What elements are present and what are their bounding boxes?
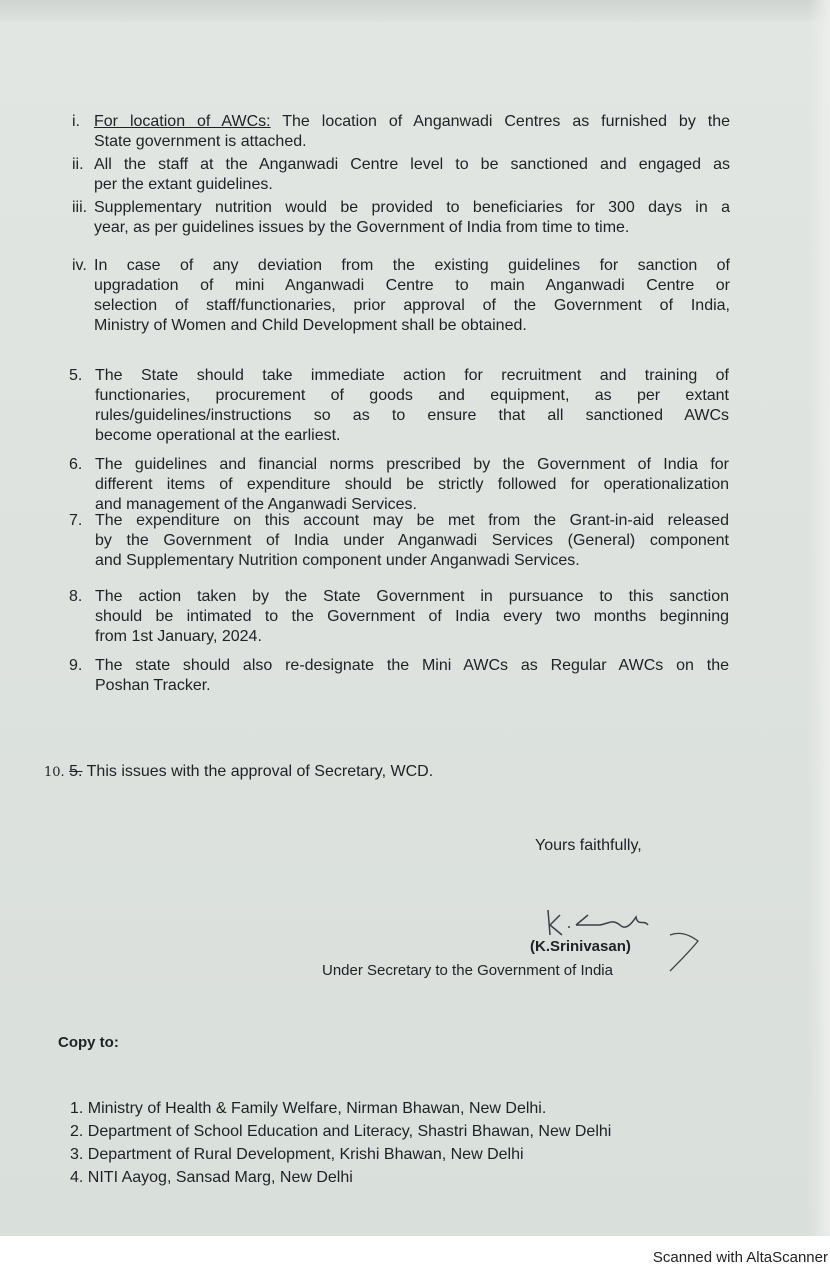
signatory-name: (K.Srinivasan)	[530, 938, 631, 955]
item-line: and Supplementary Nutrition component under Anganwadi Services.	[95, 552, 580, 569]
list-item	[72, 112, 731, 152]
copy-to-item: 1. Ministry of Health & Family Welfare, Nirman Bhawan, New Delhi.	[70, 1100, 547, 1117]
item-line: from 1st January, 2024.	[95, 628, 262, 645]
item-line: All the staff at the Anganwadi Centre level to be sanctioned and engaged as	[94, 156, 730, 173]
item-number: 7.	[69, 512, 83, 529]
list-item	[69, 511, 729, 571]
list-item	[69, 366, 729, 446]
item-line: Ministry of Women and Child Development shall be obtained.	[94, 317, 527, 334]
list-item	[69, 587, 729, 647]
struck-number: 5.	[69, 763, 83, 780]
item-line: The state should also re-designate the Mini AWCs as Regular AWCs on the	[95, 657, 729, 674]
list-item	[72, 155, 730, 195]
handwritten-number: 10.	[44, 765, 65, 780]
scanner-footer	[0, 1236, 830, 1280]
signatory-designation: Under Secretary to the Government of India	[322, 962, 613, 979]
item-line: The action taken by the State Government in pursuance to this sanction	[95, 588, 729, 605]
item-number: i.	[72, 113, 80, 130]
item-line: For location of AWCs: The location of Anganwadi Centres as furnished by the	[94, 113, 731, 130]
item-line: Poshan Tracker.	[95, 677, 211, 694]
item-number: 9.	[69, 657, 83, 674]
item-line: The expenditure on this account may be met from the Grant-in-aid released	[95, 512, 729, 529]
item-line: per the extant guidelines.	[94, 176, 273, 193]
item-number: 8.	[69, 588, 83, 605]
page-top-edge	[0, 0, 830, 22]
list-item	[72, 198, 730, 238]
item-line: by the Government of India under Anganwadi Services (General) component	[95, 532, 729, 549]
item-number: iv.	[72, 257, 87, 274]
item-number: 5.	[69, 367, 83, 384]
item-line: different items of expenditure should be strictly followed for operationalization	[95, 476, 729, 493]
copy-to-item: 4. NITI Aayog, Sansad Marg, New Delhi	[70, 1169, 353, 1186]
item-10	[44, 763, 433, 781]
list-item	[69, 656, 729, 696]
item-line: The State should take immediate action for recruitment and training of	[95, 367, 729, 384]
item-number: 6.	[69, 456, 83, 473]
item-line: The guidelines and financial norms prescribed by the Government of India for	[95, 456, 729, 473]
item-line: rules/guidelines/instructions so as to ensure that all sanctioned AWCs	[95, 407, 729, 424]
copy-to-item: 3. Department of Rural Development, Krishi Bhawan, New Delhi	[70, 1146, 524, 1163]
item-line: should be intimated to the Government of India every two months beginning	[95, 608, 729, 625]
copy-to-heading: Copy to:	[58, 1034, 119, 1051]
item-line: Supplementary nutrition would be provided to beneficiaries for 300 days in a	[94, 199, 730, 216]
list-item	[72, 256, 730, 336]
item-line: upgradation of mini Anganwadi Centre to main Anganwadi Centre or	[94, 277, 730, 294]
item-line: and management of the Anganwadi Services.	[95, 496, 417, 513]
scanner-watermark: Scanned with AltaScanner	[652, 1249, 828, 1266]
item-line: In case of any deviation from the existing guidelines for sanction of	[94, 257, 730, 274]
item-line: year, as per guidelines issues by the Government of India from time to time.	[94, 219, 630, 236]
underlined-heading: For location of AWCs:	[94, 113, 271, 130]
item-number: ii.	[72, 156, 84, 173]
page-right-edge	[808, 0, 830, 1236]
closing: Yours faithfully,	[535, 837, 642, 854]
item-line: become operational at the earliest.	[95, 427, 341, 444]
copy-to-item: 2. Department of School Education and Literacy, Shastri Bhawan, New Delhi	[70, 1123, 612, 1140]
item-10-text: This issues with the approval of Secretary, WCD.	[86, 763, 434, 780]
item-number: iii.	[72, 199, 88, 216]
item-line: State government is attached.	[94, 133, 307, 150]
item-line: functionaries, procurement of goods and equipment, as per extant	[95, 387, 729, 404]
list-item	[69, 455, 729, 515]
item-line: selection of staff/functionaries, prior approval of the Government of India,	[94, 297, 730, 314]
